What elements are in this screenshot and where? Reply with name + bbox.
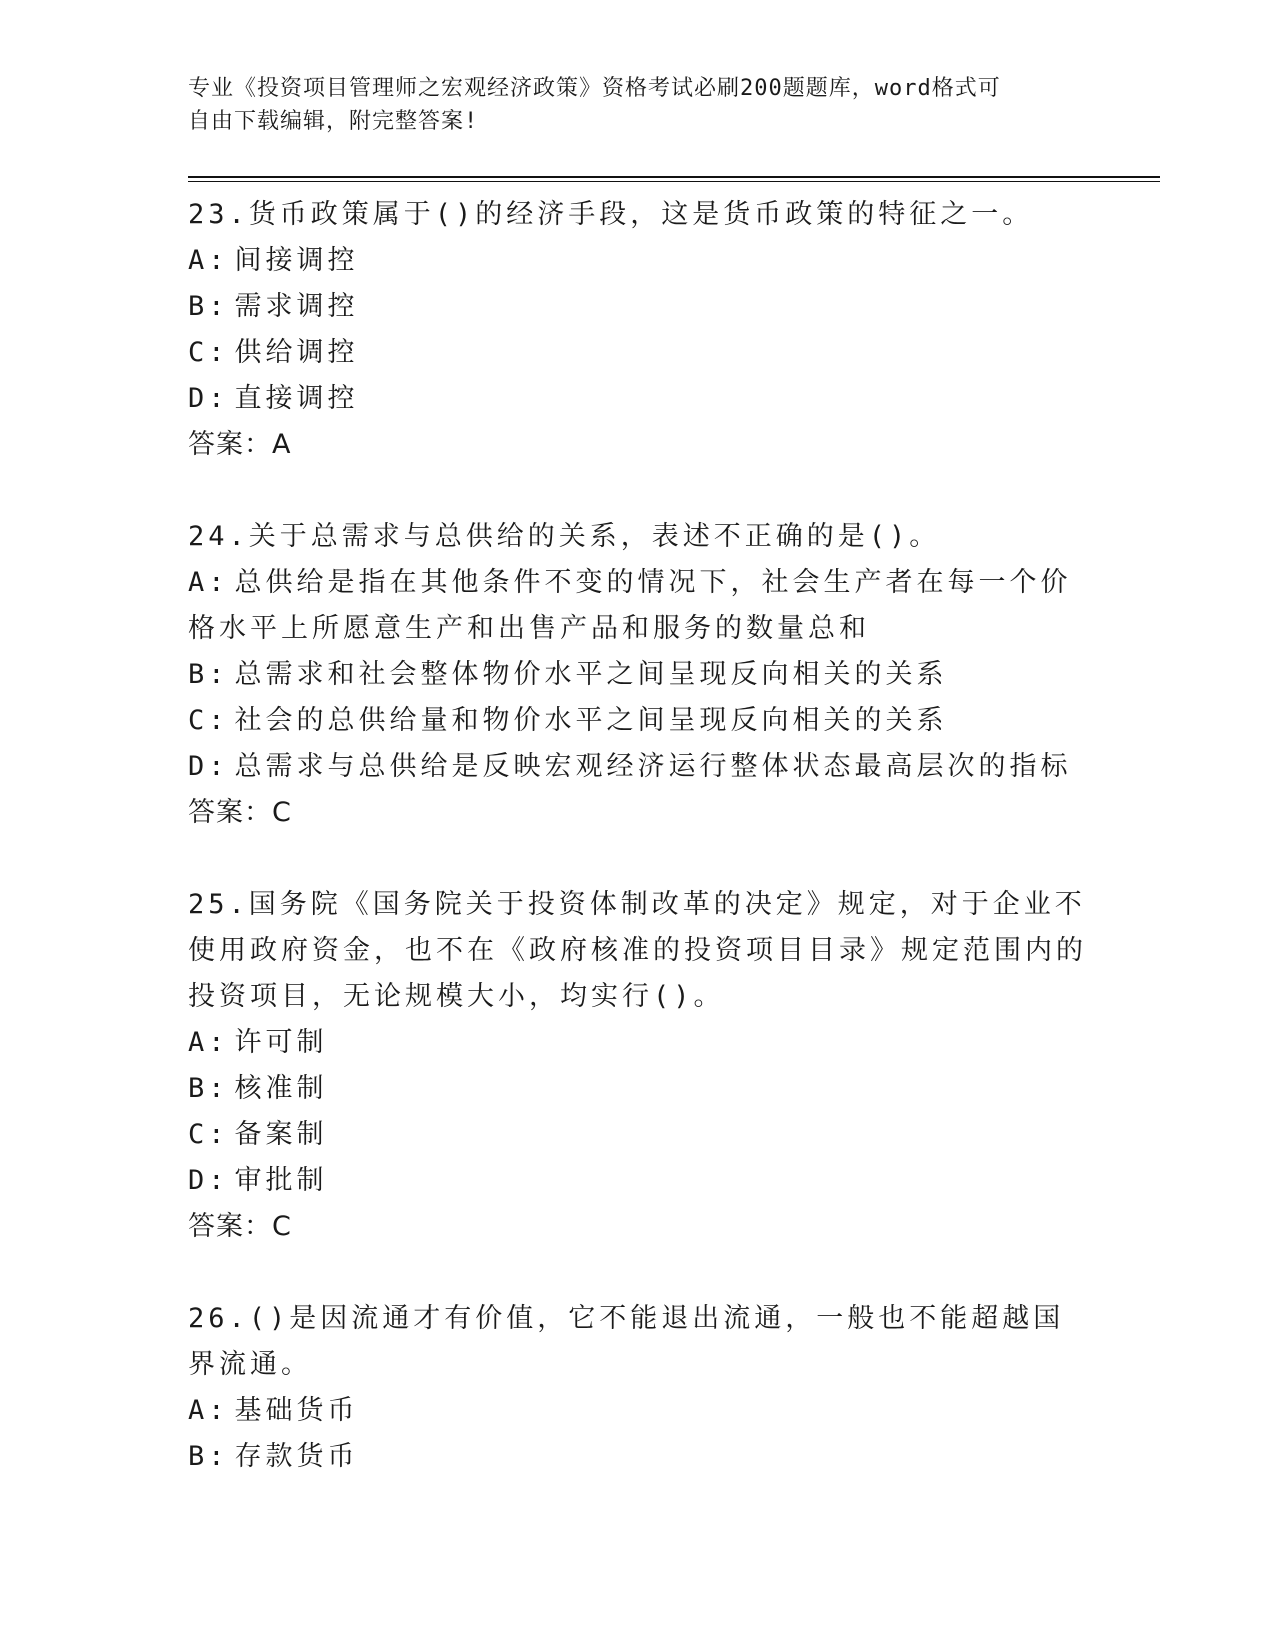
- header-divider-thin: [188, 181, 1160, 182]
- answer-line: 答案：A: [188, 429, 292, 460]
- option-letter: B:: [188, 291, 229, 322]
- option-text: 间接调控: [234, 245, 359, 276]
- option-text: 需求调控: [234, 291, 359, 322]
- option-text: 总供给是指在其他条件不变的情况下，社会生产者在每一个价格水平上所愿意生产和出售产品和服务的数量总和: [188, 567, 1072, 644]
- document-header: [188, 72, 1088, 138]
- option-a: [188, 1388, 1088, 1434]
- option-c: [188, 330, 1088, 376]
- option-b: [188, 652, 1088, 698]
- answer-line: 答案：C: [188, 1211, 292, 1242]
- option-text: 许可制: [234, 1027, 328, 1058]
- option-c: [188, 698, 1088, 744]
- option-text: 核准制: [234, 1073, 328, 1104]
- header-line-2: 自由下载编辑，附完整答案!: [188, 109, 479, 134]
- option-a: [188, 1020, 1088, 1066]
- option-b: [188, 284, 1088, 330]
- option-d: [188, 744, 1088, 790]
- option-a: [188, 560, 1088, 652]
- option-letter: A:: [188, 567, 229, 598]
- option-text: 总需求与总供给是反映宏观经济运行整体状态最高层次的指标: [234, 751, 1072, 782]
- option-letter: A:: [188, 1027, 229, 1058]
- option-text: 供给调控: [234, 337, 359, 368]
- option-d: [188, 376, 1088, 422]
- question-25: [188, 882, 1088, 1250]
- option-letter: D:: [188, 1165, 229, 1196]
- option-b: [188, 1434, 1088, 1480]
- option-text: 存款货币: [234, 1441, 359, 1472]
- question-stem: 23.货币政策属于()的经济手段，这是货币政策的特征之一。: [188, 199, 1034, 230]
- question-stem: 25.国务院《国务院关于投资体制改革的决定》规定，对于企业不使用政府资金，也不在《政府核准的投资项目目录》规定范围内的投资项目，无论规模大小，均实行()。: [188, 889, 1087, 1012]
- header-line-1: 专业《投资项目管理师之宏观经济政策》资格考试必刷200题题库，word格式可: [188, 76, 1001, 101]
- option-c: [188, 1112, 1088, 1158]
- option-letter: C:: [188, 705, 229, 736]
- header-divider-thick: [188, 176, 1160, 178]
- option-a: [188, 238, 1088, 284]
- option-letter: B:: [188, 659, 229, 690]
- option-letter: B:: [188, 1441, 229, 1472]
- option-letter: B:: [188, 1073, 229, 1104]
- option-text: 直接调控: [234, 383, 359, 414]
- option-letter: A:: [188, 245, 229, 276]
- option-d: [188, 1158, 1088, 1204]
- option-text: 基础货币: [234, 1395, 359, 1426]
- question-list: [188, 192, 1088, 1480]
- option-letter: C:: [188, 1119, 229, 1150]
- question-stem: 24.关于总需求与总供给的关系，表述不正确的是()。: [188, 521, 941, 552]
- option-letter: D:: [188, 751, 229, 782]
- question-26: [188, 1296, 1088, 1480]
- question-stem: 26.()是因流通才有价值，它不能退出流通，一般也不能超越国界流通。: [188, 1303, 1065, 1380]
- answer-line: 答案：C: [188, 797, 292, 828]
- option-letter: A:: [188, 1395, 229, 1426]
- option-b: [188, 1066, 1088, 1112]
- option-text: 审批制: [234, 1165, 328, 1196]
- option-text: 备案制: [234, 1119, 328, 1150]
- option-text: 社会的总供给量和物价水平之间呈现反向相关的关系: [234, 705, 948, 736]
- question-24: [188, 514, 1088, 836]
- question-23: [188, 192, 1088, 468]
- option-letter: D:: [188, 383, 229, 414]
- option-letter: C:: [188, 337, 229, 368]
- option-text: 总需求和社会整体物价水平之间呈现反向相关的关系: [234, 659, 948, 690]
